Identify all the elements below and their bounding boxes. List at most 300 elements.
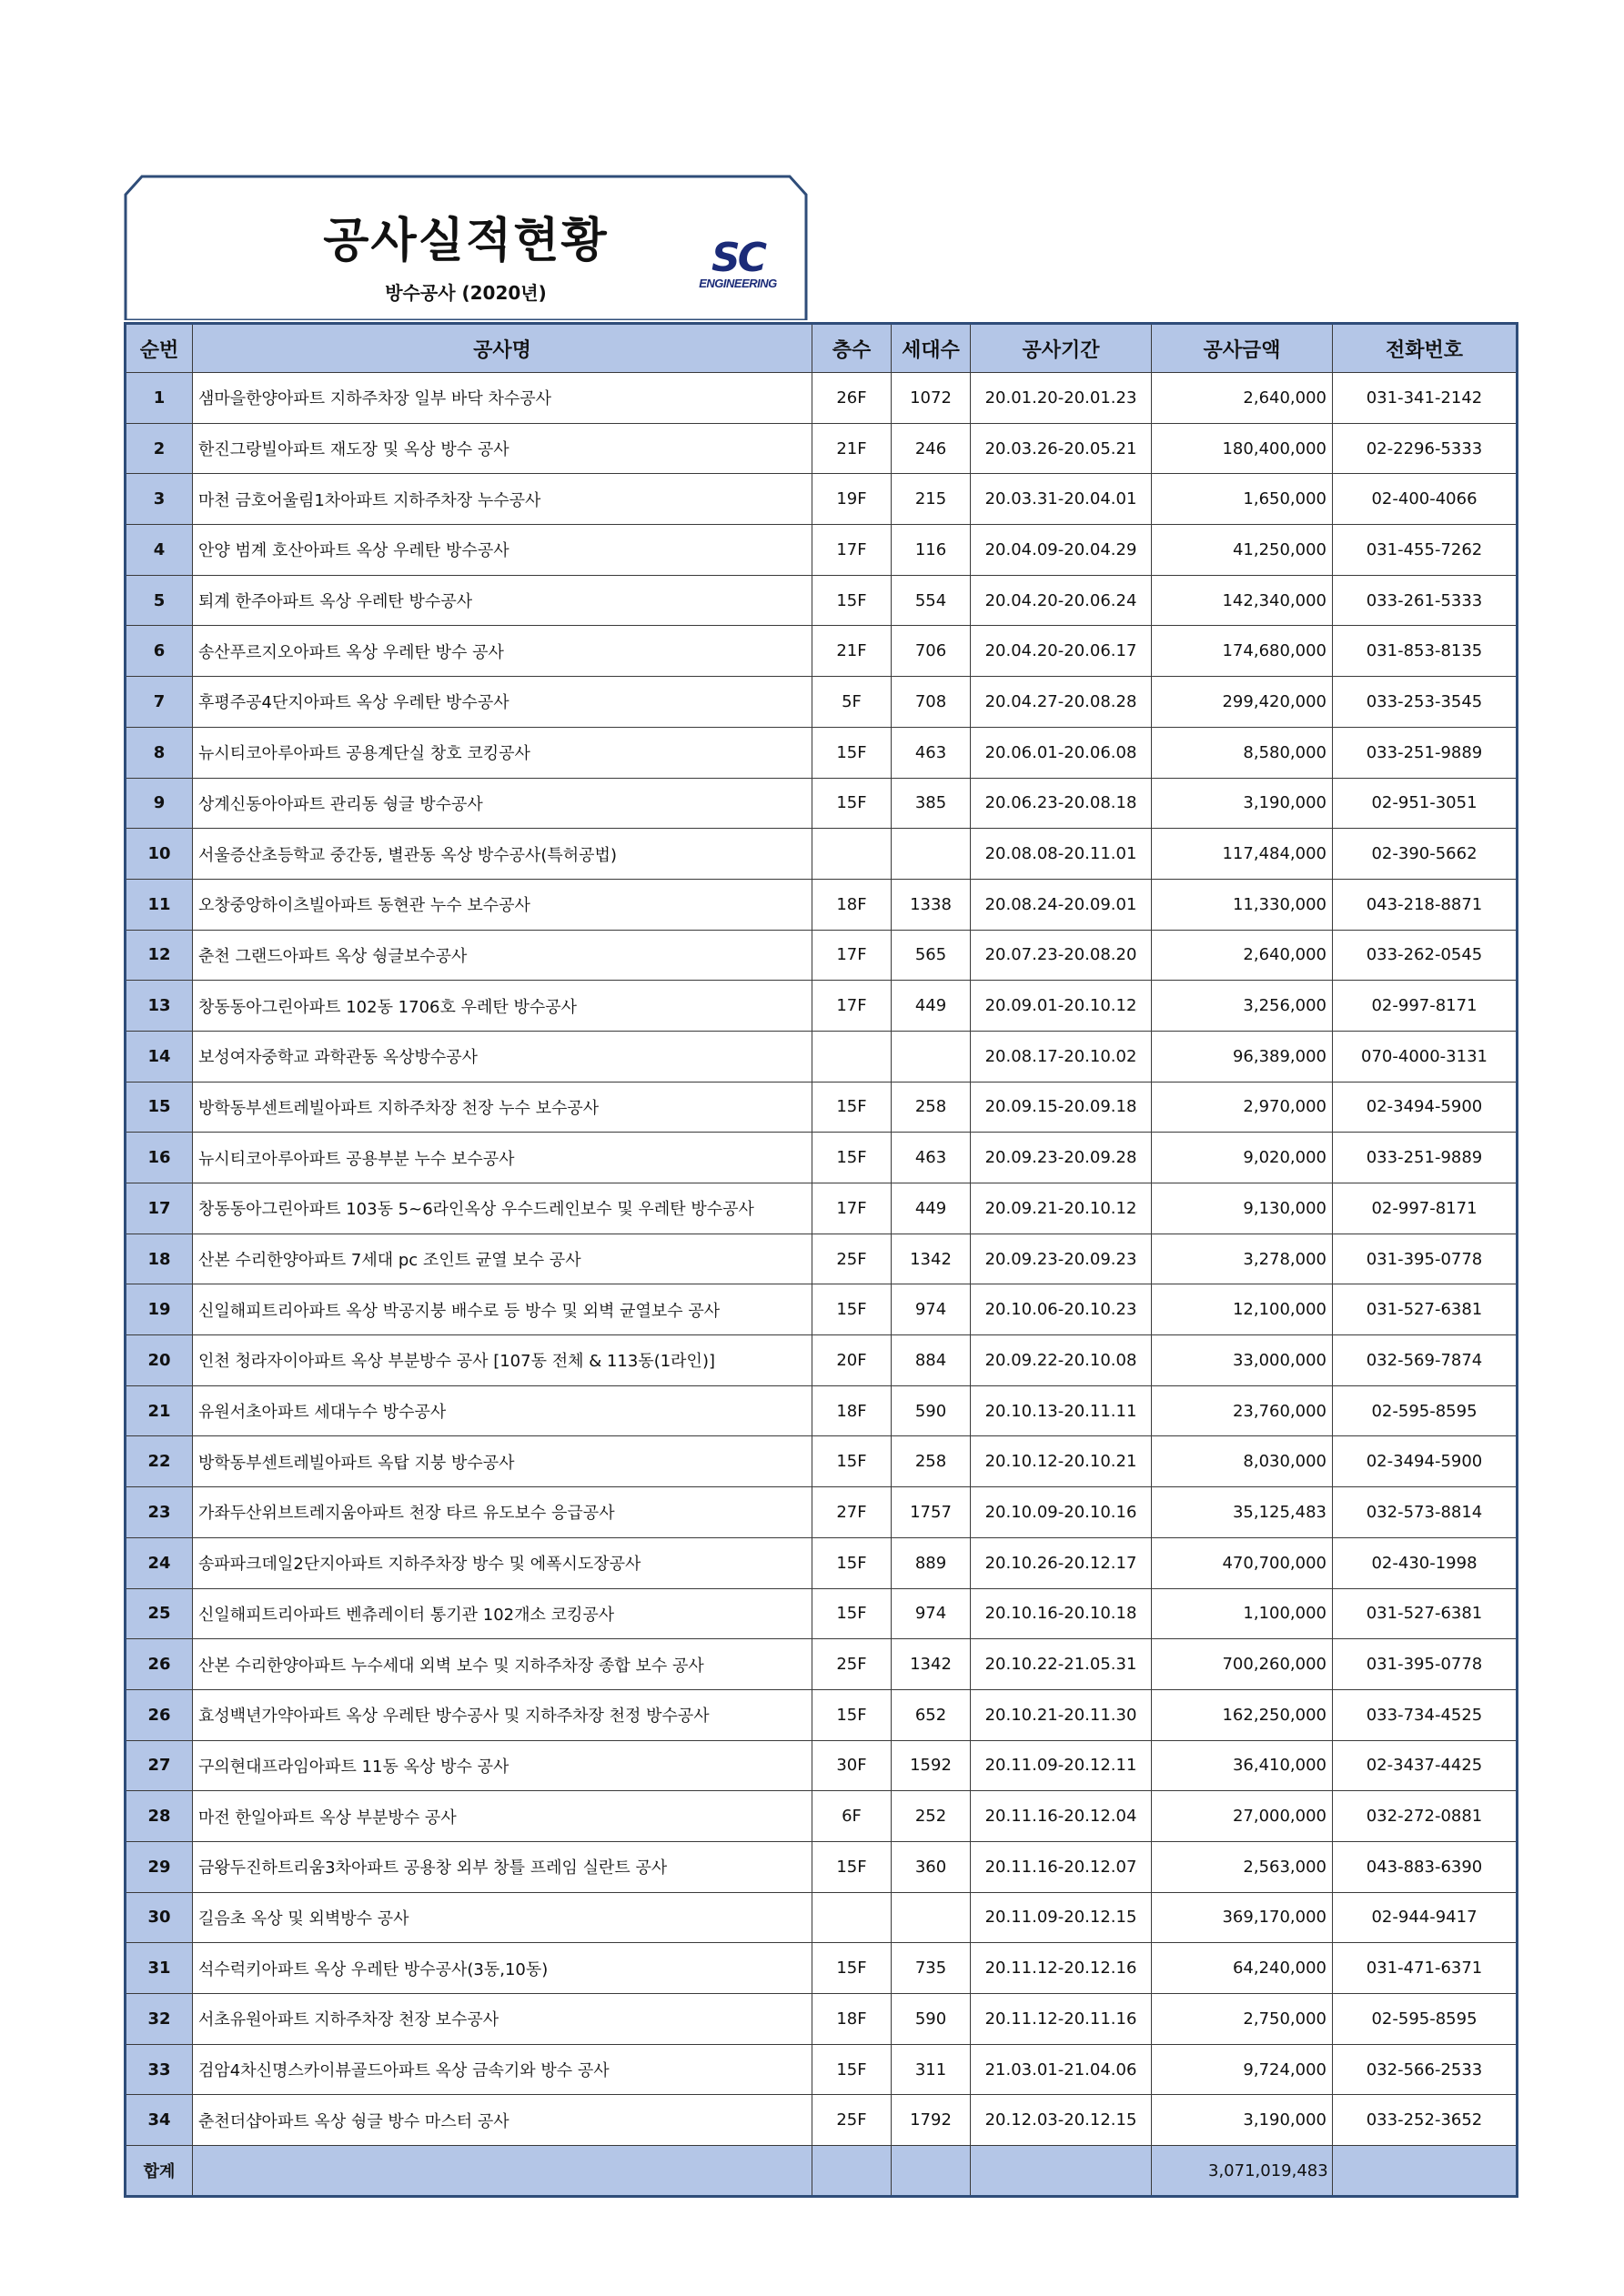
project-name: 검암4차신명스카이뷰골드아파트 옥상 금속기와 방수 공사: [193, 2044, 812, 2095]
floor-count: 15F: [812, 2044, 892, 2095]
unit-count: 974: [892, 1284, 971, 1335]
floor-count: 15F: [812, 1133, 892, 1183]
floor-count: 18F: [812, 1385, 892, 1436]
unit-count: 1757: [892, 1487, 971, 1538]
row-number: 26: [126, 1689, 193, 1740]
phone-number: 02-944-9417: [1333, 1892, 1518, 1943]
unit-count: 1342: [892, 1234, 971, 1284]
row-number: 1: [126, 373, 193, 424]
project-name: 방학동부센트레빌아파트 옥탑 지붕 방수공사: [193, 1436, 812, 1487]
unit-count: [892, 829, 971, 880]
contract-amount: 9,724,000: [1152, 2044, 1333, 2095]
row-number: 24: [126, 1537, 193, 1588]
column-header-floors: 층수: [812, 324, 892, 373]
unit-count: 311: [892, 2044, 971, 2095]
row-number: 26: [126, 1639, 193, 1690]
floor-count: [812, 1031, 892, 1082]
table-row: [126, 474, 1518, 525]
project-name: 춘천더샵아파트 옥상 쉉글 방수 마스터 공사: [193, 2095, 812, 2146]
floor-count: 15F: [812, 1588, 892, 1639]
contract-amount: 369,170,000: [1152, 1892, 1333, 1943]
table-row: [126, 1487, 1518, 1538]
phone-number: 02-997-8171: [1333, 981, 1518, 1032]
table-header-row: [126, 324, 1518, 373]
table-row: [126, 829, 1518, 880]
unit-count: 116: [892, 525, 971, 576]
work-period: 20.11.09-20.12.15: [971, 1892, 1152, 1943]
unit-count: 590: [892, 1994, 971, 2045]
total-amount: 3,071,019,483: [1152, 2146, 1333, 2197]
unit-count: 246: [892, 423, 971, 474]
work-period: 20.11.09-20.12.11: [971, 1740, 1152, 1791]
floor-count: 15F: [812, 1082, 892, 1133]
phone-number: 032-569-7874: [1333, 1335, 1518, 1386]
floor-count: 17F: [812, 525, 892, 576]
contract-amount: 2,750,000: [1152, 1994, 1333, 2045]
row-number: 10: [126, 829, 193, 880]
phone-number: 032-566-2533: [1333, 2044, 1518, 2095]
contract-amount: 35,125,483: [1152, 1487, 1333, 1538]
title-block: [124, 175, 808, 320]
work-period: 20.06.23-20.08.18: [971, 778, 1152, 829]
unit-count: 1342: [892, 1639, 971, 1690]
work-period: 20.11.16-20.12.07: [971, 1841, 1152, 1892]
contract-amount: 36,410,000: [1152, 1740, 1333, 1791]
phone-number: 031-395-0778: [1333, 1639, 1518, 1690]
phone-number: 033-734-4525: [1333, 1689, 1518, 1740]
phone-number: 02-430-1998: [1333, 1537, 1518, 1588]
work-period: 20.04.09-20.04.29: [971, 525, 1152, 576]
unit-count: 463: [892, 1133, 971, 1183]
phone-number: 033-251-9889: [1333, 1133, 1518, 1183]
page-title: 공사실적현황: [323, 214, 609, 268]
table-row: [126, 1436, 1518, 1487]
project-name: 석수럭키아파트 옥상 우레탄 방수공사(3동,10동): [193, 1943, 812, 1994]
row-number: 2: [126, 423, 193, 474]
contract-amount: 174,680,000: [1152, 626, 1333, 677]
row-number: 27: [126, 1740, 193, 1791]
table-row: [126, 778, 1518, 829]
column-header-no: 순번: [126, 324, 193, 373]
phone-number: 033-253-3545: [1333, 677, 1518, 728]
unit-count: 215: [892, 474, 971, 525]
contract-amount: 33,000,000: [1152, 1335, 1333, 1386]
work-period: 20.03.26-20.05.21: [971, 423, 1152, 474]
contract-amount: 470,700,000: [1152, 1537, 1333, 1588]
phone-number: 02-3494-5900: [1333, 1436, 1518, 1487]
work-period: 20.07.23-20.08.20: [971, 930, 1152, 981]
floor-count: 15F: [812, 575, 892, 626]
table-row: [126, 626, 1518, 677]
row-number: 20: [126, 1335, 193, 1386]
row-number: 5: [126, 575, 193, 626]
project-name: 유원서초아파트 세대누수 방수공사: [193, 1385, 812, 1436]
contract-amount: 9,130,000: [1152, 1183, 1333, 1234]
floor-count: 26F: [812, 373, 892, 424]
table-row: [126, 1588, 1518, 1639]
row-number: 34: [126, 2095, 193, 2146]
row-number: 3: [126, 474, 193, 525]
phone-number: 043-883-6390: [1333, 1841, 1518, 1892]
work-period: 20.08.08-20.11.01: [971, 829, 1152, 880]
project-name: 효성백년가약아파트 옥상 우레탄 방수공사 및 지하주차장 천정 방수공사: [193, 1689, 812, 1740]
floor-count: 15F: [812, 1943, 892, 1994]
contract-amount: 8,580,000: [1152, 727, 1333, 778]
table-row: [126, 1385, 1518, 1436]
floor-count: 17F: [812, 1183, 892, 1234]
floor-count: 18F: [812, 879, 892, 930]
table-row: [126, 1537, 1518, 1588]
project-name: 금왕두진하트리움3차아파트 공용창 외부 창틀 프레임 실란트 공사: [193, 1841, 812, 1892]
unit-count: 463: [892, 727, 971, 778]
unit-count: 735: [892, 1943, 971, 1994]
table-row: [126, 2044, 1518, 2095]
unit-count: 565: [892, 930, 971, 981]
unit-count: [892, 1031, 971, 1082]
floor-count: 19F: [812, 474, 892, 525]
contract-amount: 2,640,000: [1152, 930, 1333, 981]
row-number: 11: [126, 879, 193, 930]
unit-count: 360: [892, 1841, 971, 1892]
contract-amount: 2,970,000: [1152, 1082, 1333, 1133]
contract-amount: 180,400,000: [1152, 423, 1333, 474]
unit-count: 708: [892, 677, 971, 728]
work-period: 20.09.01-20.10.12: [971, 981, 1152, 1032]
phone-number: 031-527-6381: [1333, 1284, 1518, 1335]
contract-amount: 3,256,000: [1152, 981, 1333, 1032]
row-number: 9: [126, 778, 193, 829]
row-number: 28: [126, 1791, 193, 1842]
phone-number: 02-3494-5900: [1333, 1082, 1518, 1133]
unit-count: 1338: [892, 879, 971, 930]
contract-amount: 2,640,000: [1152, 373, 1333, 424]
unit-count: 1592: [892, 1740, 971, 1791]
phone-number: 043-218-8871: [1333, 879, 1518, 930]
table-row: [126, 1943, 1518, 1994]
table-row: [126, 879, 1518, 930]
contract-amount: 12,100,000: [1152, 1284, 1333, 1335]
floor-count: 17F: [812, 981, 892, 1032]
row-number: 7: [126, 677, 193, 728]
project-name: 안양 범계 호산아파트 옥상 우레탄 방수공사: [193, 525, 812, 576]
project-name: 구의현대프라임아파트 11동 옥상 방수 공사: [193, 1740, 812, 1791]
column-header-units: 세대수: [892, 324, 971, 373]
total-empty-cell: [812, 2146, 892, 2197]
floor-count: 25F: [812, 1639, 892, 1690]
work-period: 21.03.01-21.04.06: [971, 2044, 1152, 2095]
row-number: 29: [126, 1841, 193, 1892]
work-period: 20.04.27-20.08.28: [971, 677, 1152, 728]
table-row: [126, 1994, 1518, 2045]
phone-number: 02-595-8595: [1333, 1385, 1518, 1436]
table-row: [126, 1791, 1518, 1842]
phone-number: 033-252-3652: [1333, 2095, 1518, 2146]
unit-count: 258: [892, 1082, 971, 1133]
contract-amount: 64,240,000: [1152, 1943, 1333, 1994]
table-row: [126, 525, 1518, 576]
contract-amount: 9,020,000: [1152, 1133, 1333, 1183]
phone-number: 032-573-8814: [1333, 1487, 1518, 1538]
floor-count: 18F: [812, 1994, 892, 2045]
unit-count: 1072: [892, 373, 971, 424]
row-number: 23: [126, 1487, 193, 1538]
total-label: 합계: [126, 2146, 193, 2197]
project-name: 보성여자중학교 과학관동 옥상방수공사: [193, 1031, 812, 1082]
floor-count: 15F: [812, 1436, 892, 1487]
table-row: [126, 1234, 1518, 1284]
project-name: 산본 수리한양아파트 7세대 pc 조인트 균열 보수 공사: [193, 1234, 812, 1284]
work-period: 20.09.23-20.09.23: [971, 1234, 1152, 1284]
column-header-name: 공사명: [193, 324, 812, 373]
row-number: 8: [126, 727, 193, 778]
contract-amount: 2,563,000: [1152, 1841, 1333, 1892]
work-period: 20.10.06-20.10.23: [971, 1284, 1152, 1335]
column-header-period: 공사기간: [971, 324, 1152, 373]
work-period: 20.09.21-20.10.12: [971, 1183, 1152, 1234]
work-period: 20.11.12-20.12.16: [971, 1943, 1152, 1994]
contract-amount: 3,190,000: [1152, 778, 1333, 829]
work-period: 20.10.16-20.10.18: [971, 1588, 1152, 1639]
contract-amount: 3,190,000: [1152, 2095, 1333, 2146]
unit-count: 974: [892, 1588, 971, 1639]
row-number: 4: [126, 525, 193, 576]
row-number: 6: [126, 626, 193, 677]
project-name: 퇴계 한주아파트 옥상 우레탄 방수공사: [193, 575, 812, 626]
unit-count: 652: [892, 1689, 971, 1740]
table-row: [126, 1031, 1518, 1082]
project-name: 서초유원아파트 지하주차장 천장 보수공사: [193, 1994, 812, 2045]
floor-count: 30F: [812, 1740, 892, 1791]
project-name: 신일해피트리아파트 벤츄레이터 통기관 102개소 코킹공사: [193, 1588, 812, 1639]
floor-count: 15F: [812, 1537, 892, 1588]
work-period: 20.04.20-20.06.17: [971, 626, 1152, 677]
unit-count: [892, 1892, 971, 1943]
project-name: 뉴시티코아루아파트 공용계단실 창호 코킹공사: [193, 727, 812, 778]
phone-number: 033-261-5333: [1333, 575, 1518, 626]
project-name: 샘마을한양아파트 지하주차장 일부 바닥 차수공사: [193, 373, 812, 424]
contract-amount: 23,760,000: [1152, 1385, 1333, 1436]
page-subtitle: 방수공사 (2020년): [385, 282, 547, 304]
unit-count: 449: [892, 981, 971, 1032]
project-name: 송산푸르지오아파트 옥상 우레탄 방수 공사: [193, 626, 812, 677]
table-row: [126, 1133, 1518, 1183]
table-row: [126, 373, 1518, 424]
project-name: 춘천 그랜드아파트 옥상 쉉글보수공사: [193, 930, 812, 981]
contract-amount: 1,650,000: [1152, 474, 1333, 525]
work-period: 20.09.15-20.09.18: [971, 1082, 1152, 1133]
floor-count: 17F: [812, 930, 892, 981]
project-name: 오창중앙하이츠빌아파트 동현관 누수 보수공사: [193, 879, 812, 930]
table-row: [126, 575, 1518, 626]
work-period: 20.03.31-20.04.01: [971, 474, 1152, 525]
project-name: 마천 금호어울림1차아파트 지하주차장 누수공사: [193, 474, 812, 525]
project-name: 상계신동아아파트 관리동 쉉글 방수공사: [193, 778, 812, 829]
unit-count: 449: [892, 1183, 971, 1234]
work-period: 20.04.20-20.06.24: [971, 575, 1152, 626]
project-name: 인천 청라자이아파트 옥상 부분방수 공사 [107동 전체 & 113동(1라인)]: [193, 1335, 812, 1386]
phone-number: 031-853-8135: [1333, 626, 1518, 677]
row-number: 30: [126, 1892, 193, 1943]
phone-number: 02-400-4066: [1333, 474, 1518, 525]
phone-number: 031-395-0778: [1333, 1234, 1518, 1284]
table-row: [126, 677, 1518, 728]
table-row: [126, 423, 1518, 474]
project-name: 마전 한일아파트 옥상 부분방수 공사: [193, 1791, 812, 1842]
table-row: [126, 2095, 1518, 2146]
floor-count: 27F: [812, 1487, 892, 1538]
company-logo: [688, 235, 788, 291]
table-row: [126, 1082, 1518, 1133]
work-period: 20.10.13-20.11.11: [971, 1385, 1152, 1436]
logo-text: ENGINEERING: [699, 277, 777, 290]
table-row: [126, 1740, 1518, 1791]
phone-number: 02-390-5662: [1333, 829, 1518, 880]
row-number: 21: [126, 1385, 193, 1436]
column-header-amount: 공사금액: [1152, 324, 1333, 373]
floor-count: 15F: [812, 778, 892, 829]
unit-count: 252: [892, 1791, 971, 1842]
phone-number: 02-997-8171: [1333, 1183, 1518, 1234]
contract-amount: 117,484,000: [1152, 829, 1333, 880]
project-name: 가좌두산위브트레지움아파트 천장 타르 유도보수 응급공사: [193, 1487, 812, 1538]
phone-number: 032-272-0881: [1333, 1791, 1518, 1842]
phone-number: 02-2296-5333: [1333, 423, 1518, 474]
work-period: 20.10.21-20.11.30: [971, 1689, 1152, 1740]
work-period: 20.11.12-20.11.16: [971, 1994, 1152, 2045]
floor-count: 6F: [812, 1791, 892, 1842]
unit-count: 258: [892, 1436, 971, 1487]
phone-number: 033-251-9889: [1333, 727, 1518, 778]
row-number: 15: [126, 1082, 193, 1133]
table-row: [126, 1841, 1518, 1892]
work-period: 20.09.23-20.09.28: [971, 1133, 1152, 1183]
floor-count: 25F: [812, 1234, 892, 1284]
work-period: 20.11.16-20.12.04: [971, 1791, 1152, 1842]
total-row: [126, 2146, 1518, 2197]
unit-count: 1792: [892, 2095, 971, 2146]
project-name: 길음초 옥상 및 외벽방수 공사: [193, 1892, 812, 1943]
contract-amount: 142,340,000: [1152, 575, 1333, 626]
work-period: 20.10.22-21.05.31: [971, 1639, 1152, 1690]
work-period: 20.10.12-20.10.21: [971, 1436, 1152, 1487]
work-period: 20.12.03-20.12.15: [971, 2095, 1152, 2146]
table-row: [126, 1284, 1518, 1335]
row-number: 12: [126, 930, 193, 981]
unit-count: 889: [892, 1537, 971, 1588]
unit-count: 590: [892, 1385, 971, 1436]
floor-count: 21F: [812, 423, 892, 474]
contract-amount: 27,000,000: [1152, 1791, 1333, 1842]
contract-amount: 1,100,000: [1152, 1588, 1333, 1639]
floor-count: 21F: [812, 626, 892, 677]
contract-amount: 11,330,000: [1152, 879, 1333, 930]
table-row: [126, 1892, 1518, 1943]
floor-count: 5F: [812, 677, 892, 728]
work-period: 20.10.26-20.12.17: [971, 1537, 1152, 1588]
work-period: 20.10.09-20.10.16: [971, 1487, 1152, 1538]
contract-amount: 41,250,000: [1152, 525, 1333, 576]
project-name: 뉴시티코아루아파트 공용부분 누수 보수공사: [193, 1133, 812, 1183]
row-number: 31: [126, 1943, 193, 1994]
total-empty-cell: [1333, 2146, 1518, 2197]
table-row: [126, 930, 1518, 981]
row-number: 25: [126, 1588, 193, 1639]
phone-number: 02-3437-4425: [1333, 1740, 1518, 1791]
table-row: [126, 1183, 1518, 1234]
logo-mark: SC: [711, 235, 764, 281]
contract-amount: 162,250,000: [1152, 1689, 1333, 1740]
row-number: 13: [126, 981, 193, 1032]
row-number: 17: [126, 1183, 193, 1234]
project-name: 신일해피트리아파트 옥상 박공지붕 배수로 등 방수 및 외벽 균열보수 공사: [193, 1284, 812, 1335]
work-period: 20.09.22-20.10.08: [971, 1335, 1152, 1386]
floor-count: 25F: [812, 2095, 892, 2146]
phone-number: 031-341-2142: [1333, 373, 1518, 424]
row-number: 33: [126, 2044, 193, 2095]
project-name: 후평주공4단지아파트 옥상 우레탄 방수공사: [193, 677, 812, 728]
work-period: 20.01.20-20.01.23: [971, 373, 1152, 424]
unit-count: 385: [892, 778, 971, 829]
floor-count: 15F: [812, 1841, 892, 1892]
column-header-phone: 전화번호: [1333, 324, 1518, 373]
unit-count: 884: [892, 1335, 971, 1386]
floor-count: [812, 1892, 892, 1943]
row-number: 19: [126, 1284, 193, 1335]
contract-amount: 96,389,000: [1152, 1031, 1333, 1082]
row-number: 16: [126, 1133, 193, 1183]
row-number: 14: [126, 1031, 193, 1082]
phone-number: 031-471-6371: [1333, 1943, 1518, 1994]
unit-count: 706: [892, 626, 971, 677]
total-empty-cell: [892, 2146, 971, 2197]
project-name: 창동동아그린아파트 103동 5~6라인옥상 우수드레인보수 및 우레탄 방수공사: [193, 1183, 812, 1234]
row-number: 22: [126, 1436, 193, 1487]
work-period: 20.06.01-20.06.08: [971, 727, 1152, 778]
phone-number: 070-4000-3131: [1333, 1031, 1518, 1082]
phone-number: 033-262-0545: [1333, 930, 1518, 981]
floor-count: 15F: [812, 727, 892, 778]
phone-number: 031-527-6381: [1333, 1588, 1518, 1639]
total-empty-cell: [971, 2146, 1152, 2197]
project-name: 창동동아그린아파트 102동 1706호 우레탄 방수공사: [193, 981, 812, 1032]
project-name: 서울증산초등학교 중간동, 별관동 옥상 방수공사(특허공법): [193, 829, 812, 880]
row-number: 32: [126, 1994, 193, 2045]
construction-records-table: [124, 322, 1518, 2198]
contract-amount: 8,030,000: [1152, 1436, 1333, 1487]
work-period: 20.08.24-20.09.01: [971, 879, 1152, 930]
project-name: 송파파크데일2단지아파트 지하주차장 방수 및 에폭시도장공사: [193, 1537, 812, 1588]
row-number: 18: [126, 1234, 193, 1284]
phone-number: 02-595-8595: [1333, 1994, 1518, 2045]
contract-amount: 299,420,000: [1152, 677, 1333, 728]
contract-amount: 700,260,000: [1152, 1639, 1333, 1690]
total-empty-cell: [193, 2146, 812, 2197]
table-row: [126, 1689, 1518, 1740]
floor-count: 15F: [812, 1284, 892, 1335]
table-row: [126, 1335, 1518, 1386]
unit-count: 554: [892, 575, 971, 626]
project-name: 한진그랑빌아파트 재도장 및 옥상 방수 공사: [193, 423, 812, 474]
project-name: 방학동부센트레빌아파트 지하주차장 천장 누수 보수공사: [193, 1082, 812, 1133]
table-row: [126, 981, 1518, 1032]
floor-count: [812, 829, 892, 880]
phone-number: 02-951-3051: [1333, 778, 1518, 829]
contract-amount: 3,278,000: [1152, 1234, 1333, 1284]
floor-count: 20F: [812, 1335, 892, 1386]
floor-count: 15F: [812, 1689, 892, 1740]
phone-number: 031-455-7262: [1333, 525, 1518, 576]
work-period: 20.08.17-20.10.02: [971, 1031, 1152, 1082]
